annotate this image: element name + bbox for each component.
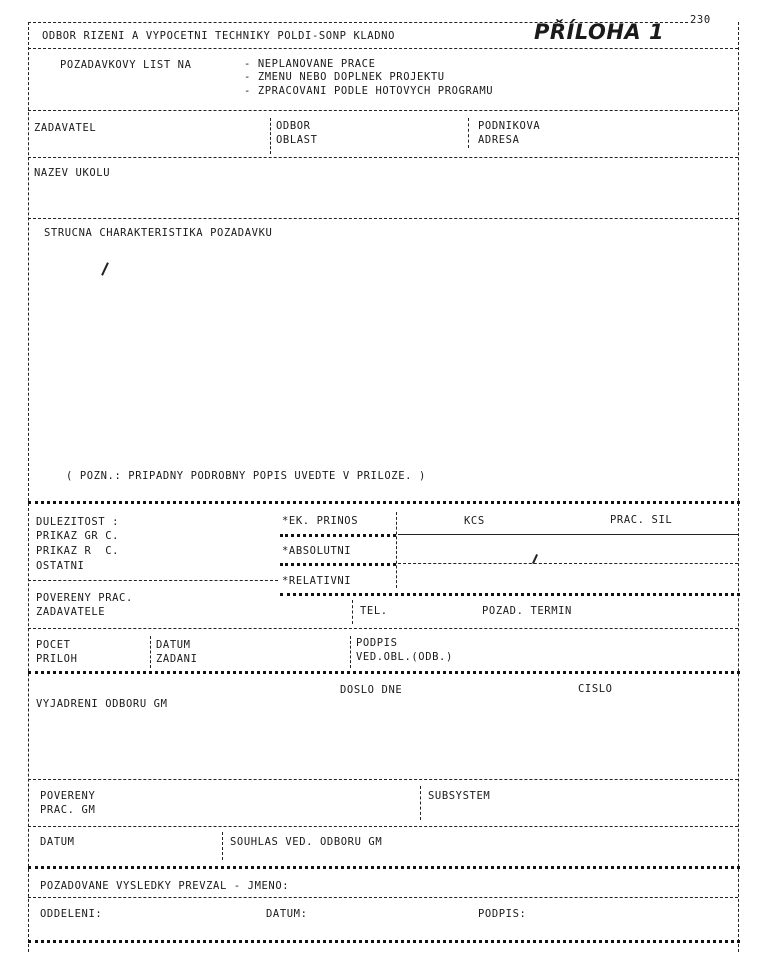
label-pocet: POCET (36, 639, 71, 651)
label-zadani: ZADANI (156, 653, 198, 665)
label-pozadovane: POZADOVANE VYSLEDKY PREVZAL - JMENO: (40, 880, 290, 892)
divider (398, 563, 738, 564)
form-title: POZADAVKOVY LIST NA (60, 59, 192, 71)
vline (468, 118, 469, 148)
vline (396, 512, 397, 588)
label-zadavatel: ZADAVATEL (34, 122, 97, 134)
option-3: - ZPRACOVANI PODLE HOTOVYCH PROGRAMU (244, 85, 494, 97)
label-doslo-dne: DOSLO DNE (340, 684, 403, 696)
org-title: ODBOR RIZENI A VYPOCETNI TECHNIKY POLDI-SONP KLADNO (42, 30, 395, 42)
label-oddeleni: ODDELENI: (40, 908, 103, 920)
divider (28, 779, 738, 780)
left-border (28, 22, 29, 952)
label-prac-gm: PRAC. GM (40, 804, 96, 816)
asterisk-divider (280, 593, 740, 596)
label-odbor: ODBOR (276, 120, 311, 132)
vline (150, 636, 151, 668)
option-1: - NEPLANOVANE PRACE (244, 58, 376, 70)
label-povereny-prac: POVERENY PRAC. (36, 592, 133, 604)
label-ved-obl: VED.OBL.(ODB.) (356, 651, 453, 663)
asterisk-divider (28, 671, 740, 674)
divider (28, 628, 738, 629)
label-zadavatele: ZADAVATELE (36, 606, 106, 618)
label-cislo: CISLO (578, 683, 613, 695)
page-number: 230 (690, 14, 711, 26)
annex-label: PŘÍLOHA 1 (534, 20, 665, 44)
divider (28, 218, 738, 219)
vline (352, 600, 353, 624)
label-povereny: POVERENY (40, 790, 96, 802)
asterisk-divider (280, 534, 396, 537)
option-2: - ZMENU NEBO DOPLNEK PROJEKTU (244, 71, 445, 83)
label-oblast: OBLAST (276, 134, 318, 146)
label-priloh: PRILOH (36, 653, 78, 665)
label-vyjadreni: VYJADRENI ODBORU GM (36, 698, 168, 710)
label-prikaz-gr: PRIKAZ GR C. (36, 530, 120, 542)
label-datum: DATUM (156, 639, 191, 651)
label-pozad-termin: POZAD. TERMIN (482, 605, 572, 617)
label-subsystem: SUBSYSTEM (428, 790, 491, 802)
divider (28, 897, 738, 898)
label-tel: TEL. (360, 605, 388, 617)
vline (420, 786, 421, 820)
divider (28, 826, 738, 827)
label-adresa: ADRESA (478, 134, 520, 146)
label-absolutni: *ABSOLUTNI (282, 545, 352, 557)
label-ek-prinos: *EK. PRINOS (282, 515, 359, 527)
label-podpis-final: PODPIS: (478, 908, 527, 920)
divider (28, 580, 278, 581)
label-nazev-ukolu: NAZEV UKOLU (34, 167, 111, 179)
vline (270, 118, 271, 154)
label-prac-sil: PRAC. SIL (610, 514, 673, 526)
note-pozn: ( POZN.: PRIPADNY PODROBNY POPIS UVEDTE V PRILOZE. ) (66, 470, 426, 482)
asterisk-divider (28, 501, 740, 504)
label-podnikova: PODNIKOVA (478, 120, 541, 132)
label-kcs: KCS (464, 515, 485, 527)
label-souhlas: SOUHLAS VED. ODBORU GM (230, 836, 383, 848)
label-datum-final: DATUM: (266, 908, 308, 920)
asterisk-divider (28, 866, 740, 869)
label-datum-gm: DATUM (40, 836, 75, 848)
label-ostatni: OSTATNI (36, 560, 85, 572)
vline (222, 832, 223, 860)
asterisk-divider (28, 940, 740, 943)
divider (28, 157, 738, 158)
divider (398, 534, 738, 535)
right-border (738, 22, 739, 952)
label-relativni: *RELATIVNI (282, 575, 352, 587)
pen-mark (101, 262, 109, 276)
asterisk-divider (280, 563, 396, 566)
divider (28, 110, 738, 111)
divider (28, 48, 738, 49)
label-podpis: PODPIS (356, 637, 398, 649)
label-dulezitost: DULEZITOST : (36, 516, 120, 528)
label-charakteristika: STRUCNA CHARAKTERISTIKA POZADAVKU (44, 227, 273, 239)
vline (350, 636, 351, 668)
label-prikaz-r: PRIKAZ R C. (36, 545, 120, 557)
